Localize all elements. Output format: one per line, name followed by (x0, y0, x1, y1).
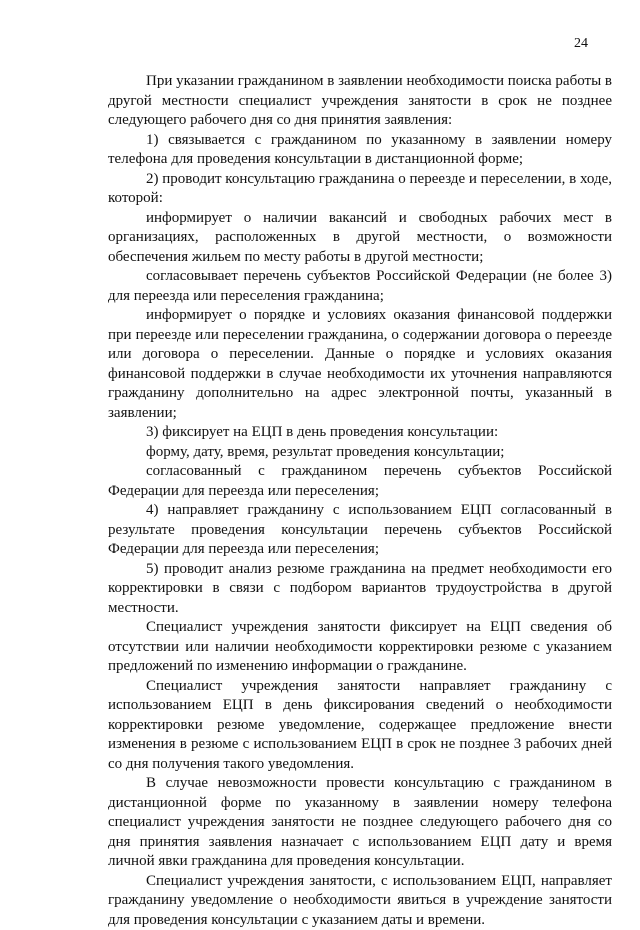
paragraph: информирует о порядке и условиях оказания финансовой поддержки при переезде или переселении гражданина, о содержании договора о переезде или договора о переселении. Данные о порядке и условиях оказания финансовой поддержки в случае необходимости их уточнения направляются гражданину дополнительно на адрес электронной почты, указанный в заявлении; (108, 306, 612, 423)
paragraph: информирует о наличии вакансий и свободных рабочих мест в организациях, расположенных в другой местности, о возможности обеспечения жильем по месту работы в другой местности; (108, 209, 612, 268)
paragraph: Специалист учреждения занятости направляет гражданину с использованием ЕЦП в день фиксирования сведений о необходимости корректировки резюме уведомление, содержащее предложение внести изменения в резюме с использованием ЕЦП в срок не позднее 3 рабочих дней со дня получения такого уведомления. (108, 677, 612, 775)
page-number: 24 (574, 36, 588, 52)
paragraph: При указании гражданином в заявлении необходимости поиска работы в другой местности специалист учреждения занятости в срок не позднее следующего рабочего дня со дня принятия заявления: (108, 72, 612, 131)
paragraph: 2) проводит консультацию гражданина о переезде и переселении, в ходе, которой: (108, 170, 612, 209)
paragraph: форму, дату, время, результат проведения консультации; (108, 443, 612, 463)
paragraph: 5) проводит анализ резюме гражданина на предмет необходимости его корректировки в связи с подбором вариантов трудоустройства в другой местности. (108, 560, 612, 619)
paragraph: В случае невозможности провести консультацию с гражданином в дистанционной форме по указанному в заявлении номеру телефона специалист учреждения занятости не позднее следующего рабочего дня со дня принятия заявления назначает с использованием ЕЦП дату и время личной явки гражданина для проведения консультации. (108, 774, 612, 872)
paragraph: 1) связывается с гражданином по указанному в заявлении номеру телефона для проведения консультации в дистанционной форме; (108, 131, 612, 170)
paragraph: Специалист учреждения занятости, с использованием ЕЦП, направляет гражданину уведомление о необходимости явиться в учреждение занятости для проведения консультации с указанием даты и времени. (108, 872, 612, 930)
document-body (108, 72, 612, 930)
paragraph: 3) фиксирует на ЕЦП в день проведения консультации: (108, 423, 612, 443)
paragraph: согласованный с гражданином перечень субъектов Российской Федерации для переезда или переселения; (108, 462, 612, 501)
paragraph: 4) направляет гражданину с использованием ЕЦП согласованный в результате проведения консультации перечень субъектов Российской Федерации для переезда или переселения; (108, 501, 612, 560)
paragraph: Специалист учреждения занятости фиксирует на ЕЦП сведения об отсутствии или наличии необходимости корректировки резюме с указанием предложений по изменению информации о гражданине. (108, 618, 612, 677)
paragraph: согласовывает перечень субъектов Российской Федерации (не более 3) для переезда или переселения гражданина; (108, 267, 612, 306)
